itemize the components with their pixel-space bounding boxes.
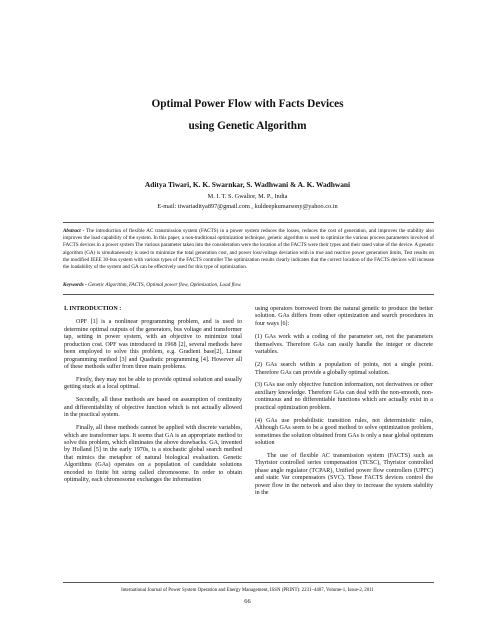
keywords-label: Keywords - bbox=[63, 282, 87, 288]
abstract-text: The introduction of flexible AC transmission system (FACTS) in a power system reduces the losses, reduces the cost of generation, and improves the stability also improves the load capability of the system. In this paper, a non-traditional optimization technique, genetic algorithm is used to optimize the various process parameters involved of FACTS devices in a power system The various parameter taken into the consideration were the location of the FACTS were their types and their rated value of the device. A genetic algorithm (GA) is simultaneously is used to minimize the total generation cost, and power loss/voltage deviation with in true and reactive power generation limits, Test results on the modified IEEE 30-bus system with various types of the FACTS controller The optimization results clearly indicates that the correct location of the FACTS devices will increase the loadability of the system and GA can be effectively used for this type of optimization. bbox=[63, 228, 434, 271]
page-number: 66 bbox=[244, 598, 251, 605]
keywords-bottom-rule bbox=[63, 294, 434, 295]
paper-title-line-1: Optimal Power Flow with Facts Devices bbox=[151, 98, 344, 110]
affiliation: M. I. T. S. Gwalior, M. P., India bbox=[207, 193, 288, 200]
facts-paragraph: The use of flexible AC transmission system (FACTS) such as Thyristor controlled series compensation (TCSC), Thyristor controlled phase angle regulator (TCPAR), Unified power flow controllers (UPFC) and static Var compensators (SVC). These FACTS devices control the power flow in the network and also they to increase the system stability in the bbox=[255, 452, 433, 497]
ga-difference-item-4: (4) GAs use probabilistic transition rules, not deterministic rules, Although GAs seem to be a good method to solve optimization problem, sometimes the solution obtained from GAs is only a near global optimum solution bbox=[255, 417, 433, 446]
footer-rule bbox=[63, 582, 434, 583]
paper-title-line-2: using Genetic Algorithm bbox=[188, 120, 307, 132]
intro-paragraph-2: Firstly, they may not be able to provide optimal solution and usually getting stuck at a local optimal. bbox=[64, 377, 242, 391]
author-list: Aditya Tiwari, K. K. Swarnkar, S. Wadhwani & A. K. Wadhwani bbox=[144, 180, 351, 189]
ga-differences-lead: using operators borrowed from the natural genetic to produce the better solution. GAs differs from other optimization and search procedures in four ways [6]: bbox=[255, 306, 433, 327]
intro-paragraph-3: Secondly, all these methods are based on assumption of continuity and differentiability of objective function which is not actually allowed in the practical system. bbox=[64, 397, 242, 419]
abstract bbox=[63, 228, 434, 271]
ga-difference-item-2: (2) GAs search within a population of points, not a single point. Therefore GAs can provide a globally optimal solution. bbox=[255, 362, 433, 376]
journal-footer: International Journal of Power System Operation and Energy Management, ISSN (PRINT): 2231–4407, Volume-1, Issue-2, 2011 bbox=[121, 588, 374, 593]
abstract-label: Abstract - bbox=[63, 228, 85, 234]
left-column bbox=[64, 306, 242, 566]
ga-difference-item-1: (1) GAs work with a coding of the parameter set, not the parameters themselves. Therefore GAs can easily handle the integer or discrete variables. bbox=[255, 334, 433, 356]
ga-difference-item-3: (3) GAs use only objective function information, not derivatives or other auxiliary knowledge. Therefore GAs can deal with the non-smooth, non-continuous and no differentiable functions which are actually exist in a practical optimization problem. bbox=[255, 382, 433, 411]
email-line: E-mail: tiwariaditya897@gmail.com , kuldeepkumarsony@yahoo.co.in bbox=[157, 203, 338, 210]
section-heading-introduction: I. INTRODUCTION : bbox=[64, 306, 122, 312]
right-column bbox=[255, 306, 433, 566]
intro-paragraph-1: OPF [1] is a nonlinear programming problem, and is used to determine optimal outputs of the generators, bus voltage and transformer tap, setting in power system, with an objective to minimize total production cost. OPF was introduced in 1968 [2], several methods have been employed to solve this problem, e.g. Gradient base[2], Linear programming method [3] and Quadratic programming [4]. However all of these methods suffer from three main problems. bbox=[64, 319, 242, 371]
intro-paragraph-4: Finally, all these methods cannot be applied with discrete variables, which are transformer taps. It seems that GA is an appropriate method to solve this problem, which eliminates the above drawbacks. GA, invented by Holland [5] in the early 1970s, is a stochastic global search method that mimics the metaphor of natural biological evaluation. Genetic Algorithms (GAs) operates on a population of candidate solutions encoded to finite bit string called chromosome. In order to obtain optimality, each chromosome exchanges the information bbox=[64, 425, 242, 484]
keywords-text: Genetic Algorithm, FACTS, Optimal power flow, Optimization, Load flow. bbox=[86, 282, 242, 288]
abstract-top-rule bbox=[63, 222, 434, 223]
keywords bbox=[63, 282, 434, 289]
